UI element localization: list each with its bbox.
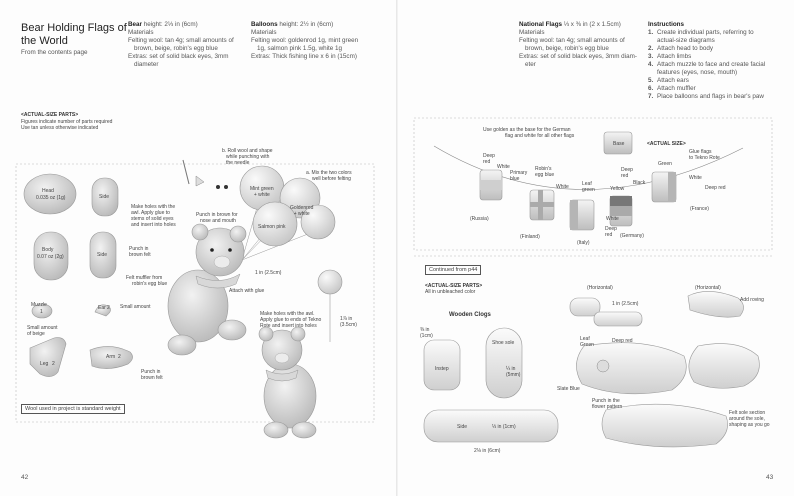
body-label: Body — [42, 247, 54, 253]
mint-white-label — [250, 186, 274, 198]
dim-15-label — [340, 316, 357, 328]
primary-blue-label: Primary blue — [510, 170, 528, 182]
mint-white-2: + white — [253, 192, 270, 198]
leg-count: 2 — [52, 361, 55, 367]
glue-note — [689, 149, 720, 161]
flags-materials-label: Materials — [519, 29, 545, 36]
mix-colors-2: well before felting — [312, 176, 351, 182]
dim-d-label: 2⅛ in (6cm) — [474, 448, 501, 454]
holes-line-note — [260, 311, 321, 329]
horizontal-roll-2 — [594, 312, 642, 326]
dim-c-label: ⅓ in (1cm) — [492, 424, 516, 430]
balloon-actual-size — [318, 270, 342, 294]
page-title-line1: Bear Holding Flags of — [21, 22, 127, 34]
use-golden-1: Use golden as the base for the German — [483, 127, 571, 133]
instruction-step-3: 3. Attach limbs — [648, 53, 692, 60]
instruction-step-4: 4. Attach muzzle to face and create facial — [648, 61, 766, 68]
punch-felt2-note — [141, 369, 163, 381]
bear-name: Bear — [128, 21, 143, 28]
white-label-c: White — [689, 175, 702, 181]
small-amount-beige-2: of beige — [27, 331, 45, 337]
felt-sole-note: Felt sole section around the sole, shaping as you go — [729, 410, 770, 428]
side-part — [424, 410, 558, 442]
actual-size-label: <ACTUAL SIZE> — [647, 141, 686, 147]
bear-extras-1: Extras: set of solid black eyes, 3mm — [128, 53, 229, 60]
punch-brown-note — [196, 212, 238, 224]
punch-brown-1: Punch in brown for — [196, 212, 238, 218]
deep-red-label-4: Deep red — [705, 185, 726, 191]
flags-extras-1: Extras: set of solid black eyes, 3mm diam- — [519, 53, 637, 60]
side-label-2: Side — [97, 252, 108, 258]
dim-b-label: ¼ in (5mm) — [506, 366, 521, 378]
goldenrod-1: Goldenrod — [290, 205, 314, 211]
body-weight: 0.07 oz (2g) — [37, 254, 64, 260]
bear-illustration-small — [259, 327, 316, 438]
leg-part — [30, 338, 66, 377]
flags-size: ⅓ x ⅜ in (2 x 1.5cm) — [563, 21, 621, 28]
slate-blue-label: Slate Blue — [557, 386, 580, 392]
parts-note-2: Use tan unless otherwise indicated — [21, 125, 99, 131]
horizontal-label-1: (Horizontal) — [587, 285, 613, 291]
instruction-step-1: 1. Create individual parts, referring to — [648, 29, 754, 36]
flag-finland — [530, 190, 554, 220]
flags-name: National Flags — [519, 21, 563, 28]
head-weight: 0.035 oz (1g) — [36, 195, 66, 201]
mint-white-1: Mint green — [250, 186, 274, 192]
dim-15-2: (3.5cm) — [340, 322, 357, 328]
parts-heading: <ACTUAL-SIZE PARTS> — [21, 112, 79, 118]
instruction-step-1b: actual-size diagrams — [657, 37, 715, 44]
instruction-step-4b: features (eyes, nose, mouth) — [657, 69, 738, 76]
salmon-label: Salmon pink — [258, 224, 286, 230]
eye-bead-icon-2 — [224, 185, 228, 189]
instruction-step-6: 6. Attach muffler — [648, 85, 696, 92]
shoe-sole-part — [486, 328, 522, 398]
mix-colors-note — [306, 170, 352, 182]
shoe-sole-label: Shoe sole — [492, 340, 515, 346]
flags-materials-1: Felting wool: tan 4g; small amounts of — [519, 37, 625, 44]
mix-colors-1: a. Mix the two colors — [306, 170, 352, 176]
flag-russia — [480, 170, 502, 200]
punch-brown-2: nose and mouth — [200, 218, 236, 224]
flag-italy — [570, 200, 594, 230]
parts-note-1: Figures indicate number of parts required — [21, 119, 113, 125]
punch-felt-1: Punch in — [129, 246, 149, 252]
balloons-materials-1: Felting wool: goldenrod 1g, mint green — [251, 37, 359, 44]
instep-label: Instep — [435, 366, 449, 372]
instruction-step-5: 5. Attach ears — [648, 77, 689, 84]
muffler-note — [126, 275, 167, 287]
bear-materials-1: Felting wool: tan 4g; small amounts of — [128, 37, 234, 44]
white-label-d: White — [606, 216, 619, 222]
roll-wool-1: b. Roll wool and shape — [222, 148, 273, 154]
russia-label: (Russia) — [470, 216, 489, 222]
white-label-a: White — [497, 164, 510, 170]
glue-2: to Tekno Rote — [689, 155, 720, 161]
felting-needle-icon — [183, 160, 189, 184]
holes-line-2: Apply glue to ends of Tekno — [260, 317, 322, 323]
roll-wool-2: while punching with — [226, 154, 270, 160]
clogs-parts-note: All in unbleached color — [425, 289, 476, 295]
robins-egg-label: Robin's egg blue — [535, 166, 555, 178]
side-label-1: Side — [99, 194, 110, 200]
wooden-clogs-heading: Wooden Clogs — [449, 312, 491, 318]
deep-red-label-3: Deep red — [621, 167, 633, 179]
black-label: Black — [633, 180, 646, 186]
holes-eyes-4: and insert into holes — [131, 222, 176, 228]
deep-red-clog-label: Deep red — [612, 338, 633, 344]
clog-finished — [602, 404, 728, 447]
continued-box: Continued from p44 — [425, 265, 481, 275]
flags-materials-2: brown, beige, robin's egg blue — [525, 45, 609, 52]
leg-label: Leg — [40, 361, 49, 367]
small-amount-ear: Small amount — [120, 304, 151, 310]
clogs-parts-heading: <ACTUAL-SIZE PARTS> — [425, 283, 483, 289]
add-roving-label: Add roving — [740, 297, 764, 303]
punch-felt-note — [129, 246, 151, 258]
glue-1: Glue flags — [689, 149, 712, 155]
bear-nose-icon — [196, 176, 204, 186]
bear-materials-2: brown, beige, robin's egg blue — [134, 45, 218, 52]
horizontal-roll-1 — [570, 298, 600, 316]
holes-eyes-1: Make holes with the — [131, 204, 176, 210]
bear-extras-2: diameter — [134, 61, 159, 68]
balloons-extras: Extras: Thick fishing line x 6 in (15cm) — [251, 53, 357, 60]
side-label: Side — [457, 424, 468, 430]
dim-a-label: ⅜ in (1cm) — [420, 327, 433, 339]
flower-pattern-icon — [597, 360, 609, 372]
holes-line-3: Rote and insert into holes — [260, 323, 317, 329]
muzzle-label: Muzzle — [31, 302, 47, 308]
germany-label: (Germany) — [620, 233, 644, 239]
base-label: Base — [613, 141, 625, 147]
leaf-green-label: Leaf green — [582, 181, 595, 193]
balloons-materials-label: Materials — [251, 29, 277, 36]
roll-wool-note — [222, 148, 273, 166]
instruction-step-7: 7. Place balloons and flags in bear's paw — [648, 93, 764, 100]
attach-glue-label: Attach with glue — [229, 288, 265, 294]
holes-line-1: Make holes with the awl. — [260, 311, 315, 317]
page-title-line2: the World — [21, 35, 68, 47]
head-part — [24, 174, 76, 214]
balloons-name: Balloons — [251, 21, 278, 28]
bear-materials-label: Materials — [128, 29, 154, 36]
goldenrod-label — [290, 205, 313, 217]
head-label: Head — [42, 188, 54, 194]
instruction-step-2: 2. Attach head to body — [648, 45, 714, 52]
small-amount-beige-1: Small amount — [27, 325, 58, 331]
use-golden-note — [483, 127, 574, 139]
clog-shaped-1 — [688, 291, 744, 317]
left-illustration — [0, 0, 396, 496]
finland-label: (Finland) — [520, 234, 540, 240]
leaf-green-clog-label: Leaf Green — [580, 336, 594, 348]
punch-felt2-2: brown felt — [141, 375, 163, 381]
ear-label: Ear — [98, 305, 106, 311]
muffler-2: robin's egg blue — [132, 281, 168, 287]
page-subtitle: From the contents page — [21, 49, 88, 56]
holes-eyes-2: awl. Apply glue to — [131, 210, 170, 216]
deep-red-label-1: Deep red — [483, 153, 495, 165]
use-golden-2: flag and white for all other flags — [505, 133, 575, 139]
white-label-b: White — [556, 184, 569, 190]
yellow-label: Yellow — [610, 186, 625, 192]
green-label: Green — [658, 161, 672, 167]
holes-eyes-note — [131, 204, 176, 228]
bear-height: height: 2⅓ in (6cm) — [143, 21, 198, 28]
holes-eyes-3: stems of solid eyes — [131, 216, 174, 222]
balloons-materials-2: 1g, salmon pink 1.5g, white 1g — [257, 45, 343, 52]
ear-count: 2 — [107, 305, 110, 311]
arm-label: Arm — [106, 354, 116, 360]
flags-extras-2: eter — [525, 61, 536, 68]
france-label: (France) — [690, 206, 709, 212]
deep-red-label-5: Deep red — [605, 226, 617, 238]
clog-decorated — [576, 343, 686, 394]
dim-e-label: 1 in (2.5cm) — [612, 301, 639, 307]
punch-flower-note: Punch in the flower pattern — [592, 398, 623, 410]
italy-label: (Italy) — [577, 240, 590, 246]
page-number-right: 43 — [766, 474, 774, 481]
goldenrod-2: + white — [293, 211, 310, 217]
instructions-heading: Instructions — [648, 21, 685, 28]
instep-part — [424, 340, 460, 390]
muzzle-count: 1 — [40, 309, 43, 315]
page-number-left: 42 — [21, 474, 29, 481]
punch-felt2-1: Punch in — [141, 369, 161, 375]
muffler-1: Felt muffler from — [126, 275, 163, 281]
clog-sole-felted — [689, 344, 760, 389]
balloons-height: height: 2½ in (6cm) — [279, 21, 334, 28]
dim-1in-label: 1 in (2.5cm) — [255, 270, 282, 276]
dim-15-1: 1⅞ in — [340, 316, 353, 322]
eye-bead-icon — [216, 185, 220, 189]
roll-wool-3: the needle — [226, 160, 250, 166]
wool-note-box: Wool used in project is standard weight — [21, 404, 125, 414]
horizontal-label-2: (Horizontal) — [695, 285, 721, 291]
arm-count: 2 — [118, 354, 121, 360]
flag-france — [652, 172, 676, 202]
punch-felt-2: brown felt — [129, 252, 151, 258]
